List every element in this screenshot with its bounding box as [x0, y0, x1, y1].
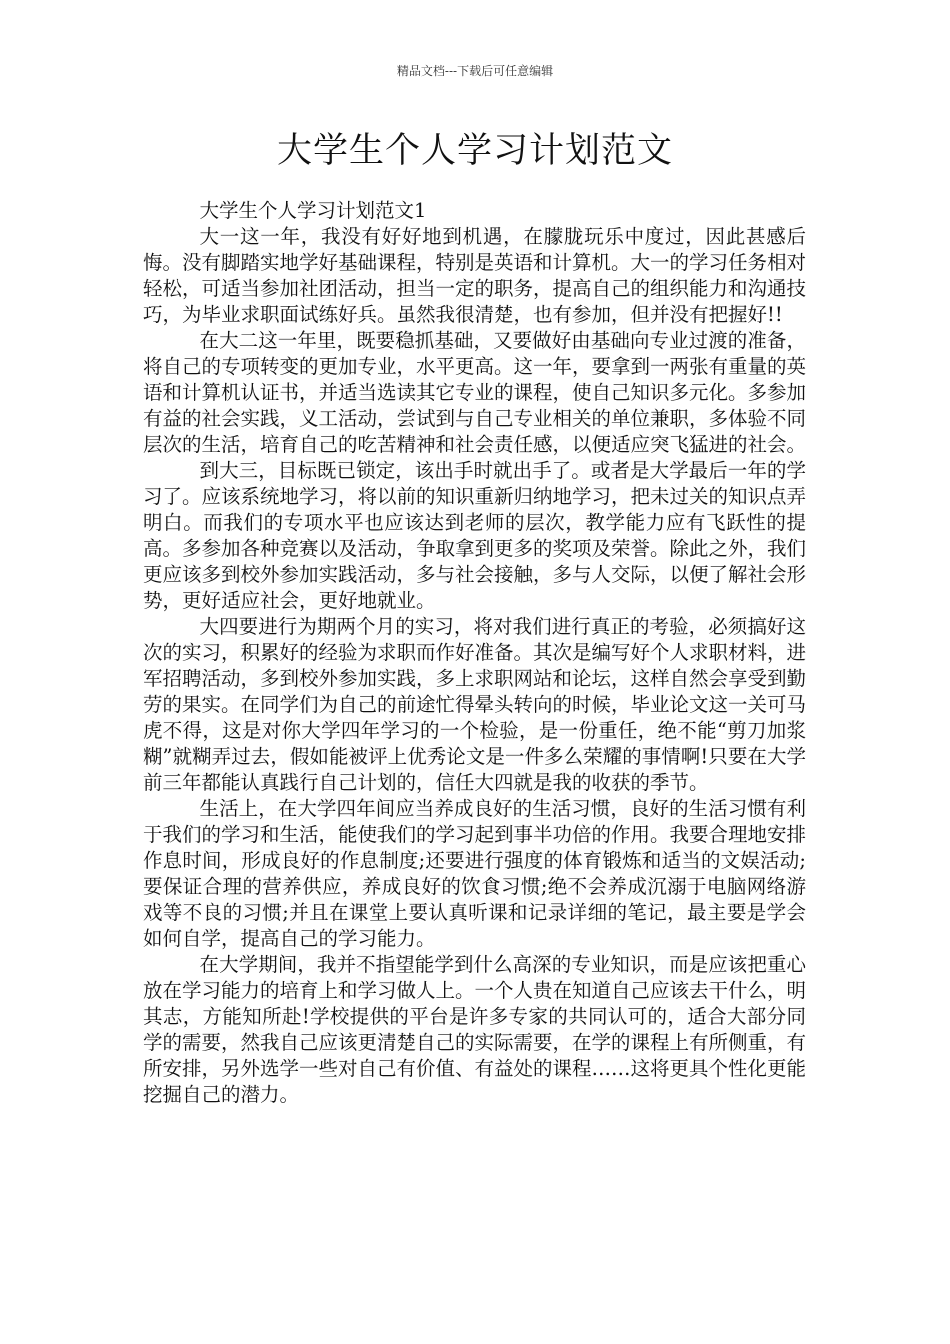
document-title: 大学生个人学习计划范文: [276, 131, 673, 171]
paragraph-learning-focus: 在大学期间，我并不指望能学到什么高深的专业知识，而是应该把重心放在学习能力的培育上和学习做人上。一个人贵在知道自己应该去干什么，明其志，方能知所赴!学校提供的平台是许多专家的共同认可的，适合大部分同学的需要，然我自己应该更清楚自己的实际需要，在学的课程上有所侧重，有所安排，另外选学一些对自己有价值、有益处的课程……这将更具个性化更能挖掘自己的潜力。: [143, 953, 807, 1106]
page-header: 精品文档---下载后可任意编辑: [396, 64, 554, 78]
section-subtitle: 大学生个人学习计划范文1: [199, 199, 427, 222]
paragraph-life-habits: 生活上，在大学四年间应当养成良好的生活习惯，良好的生活习惯有利于我们的学习和生活，能使我们的学习起到事半功倍的作用。我要合理地安排作息时间，形成良好的作息制度;还要进行强度的体育锻炼和适当的文娱活动;要保证合理的营养供应，养成良好的饮食习惯;绝不会养成沉溺于电脑网络游戏等不良的习惯;并且在课堂上要认真听课和记录详细的笔记，最主要是学会如何自学，提高自己的学习能力。: [143, 797, 807, 950]
paragraph-year-four: 大四要进行为期两个月的实习，将对我们进行真正的考验，必须搞好这次的实习，积累好的经验为求职而作好准备。其次是编写好个人求职材料，进军招聘活动，多到校外参加实践，多上求职网站和论坛，这样自然会享受到勤劳的果实。在同学们为自己的前途忙得晕头转向的时候，毕业论文这一关可马虎不得，这是对你大学四年学习的一个检验，是一份重任，绝不能“剪刀加浆糊”就糊弄过去，假如能被评上优秀论文是一件多么荣耀的事情啊!只要在大学前三年都能认真践行自己计划的，信任大四就是我的收获的季节。: [143, 615, 807, 794]
paragraph-year-one: 大一这一年，我没有好好地到机遇，在朦胧玩乐中度过，因此甚感后悔。没有脚踏实地学好基础课程，特别是英语和计算机。大一的学习任务相对轻松，可适当参加社团活动，担当一定的职务，提高自己的组织能力和沟通技巧，为毕业求职面试练好兵。虽然我很清楚，也有参加，但并没有把握好!!: [143, 225, 807, 326]
paragraph-year-three: 到大三，目标既已锁定，该出手时就出手了。或者是大学最后一年的学习了。应该系统地学习，将以前的知识重新归纳地学习，把未过关的知识点弄明白。而我们的专项水平也应该达到老师的层次，教学能力应有飞跃性的提高。多参加各种竞赛以及活动，争取拿到更多的奖项及荣誉。除此之外，我们更应该多到校外参加实践活动，多与社会接触，多与人交际，以便了解社会形势，更好适应社会，更好地就业。: [143, 459, 807, 612]
document-body: [143, 198, 806, 1108]
paragraph-year-two: 在大二这一年里，既要稳抓基础，又要做好由基础向专业过渡的准备，将自己的专项转变的更加专业，水平更高。这一年，要拿到一两张有重量的英语和计算机认证书，并适当选读其它专业的课程，使自己知识多元化。多参加有益的社会实践，义工活动，尝试到与自己专业相关的单位兼职，多体验不同层次的生活，培育自己的吃苦精神和社会责任感，以便适应突飞猛进的社会。: [143, 329, 807, 456]
